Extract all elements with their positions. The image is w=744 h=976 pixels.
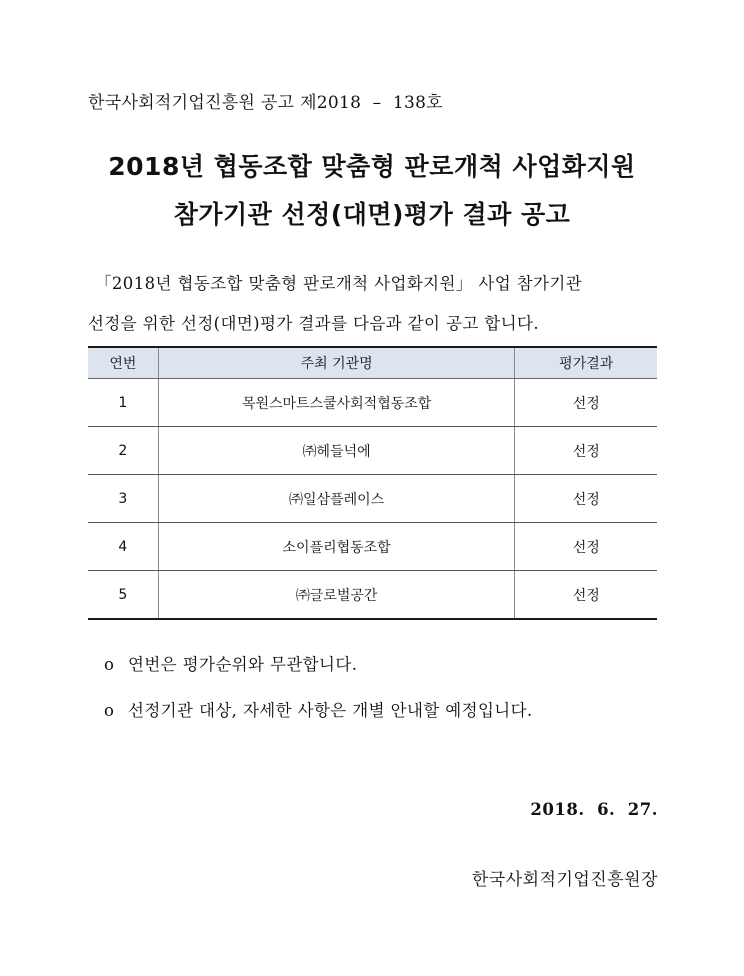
row-organization: 목원스마트스쿨사회적협동조합 [158,379,515,427]
row-organization: ㈜글로벌공간 [158,571,515,620]
table-row [88,475,657,523]
results-table [88,346,657,620]
row-result: 선정 [515,475,657,523]
row-result: 선정 [515,523,657,571]
row-no: 5 [88,571,158,620]
row-result: 선정 [515,379,657,427]
row-no: 1 [88,379,158,427]
row-no: 3 [88,475,158,523]
row-result: 선정 [515,427,657,475]
row-organization: 소이플리협동조합 [158,523,515,571]
note-item [104,651,357,675]
row-no: 2 [88,427,158,475]
issuer-name: 한국사회적기업진흥원장 [471,870,658,890]
row-result: 선정 [515,571,657,620]
notice-number: 한국사회적기업진흥원 공고 제2018 – 138호 [88,93,443,113]
bullet-icon: o [104,701,115,720]
row-no: 4 [88,523,158,571]
table-row [88,427,657,475]
intro-line-1: 「2018년 협동조합 맞춤형 판로개척 사업화지원」 사업 참가기관 [95,274,583,293]
page-title-line-2: 참가기관 선정(대면)평가 결과 공고 [173,200,571,229]
row-organization: ㈜일삼플레이스 [158,475,515,523]
header-result: 평가결과 [515,347,657,379]
note-text: 선정기관 대상, 자세한 사항은 개별 안내할 예정입니다. [128,701,533,720]
intro-line-2: 선정을 위한 선정(대면)평가 결과를 다음과 같이 공고 합니다. [88,314,539,333]
row-organization: ㈜헤들넉에 [158,427,515,475]
note-text: 연번은 평가순위와 무관합니다. [128,655,358,674]
header-no: 연번 [88,347,158,379]
bullet-icon: o [104,655,115,674]
note-item [104,697,533,721]
table-row [88,571,657,620]
header-organization: 주최 기관명 [158,347,515,379]
table-header-row [88,347,657,379]
table-row [88,379,657,427]
notice-date: 2018. 6. 27. [530,800,658,819]
page-title-line-1: 2018년 협동조합 맞춤형 판로개척 사업화지원 [108,152,636,181]
table-row [88,523,657,571]
